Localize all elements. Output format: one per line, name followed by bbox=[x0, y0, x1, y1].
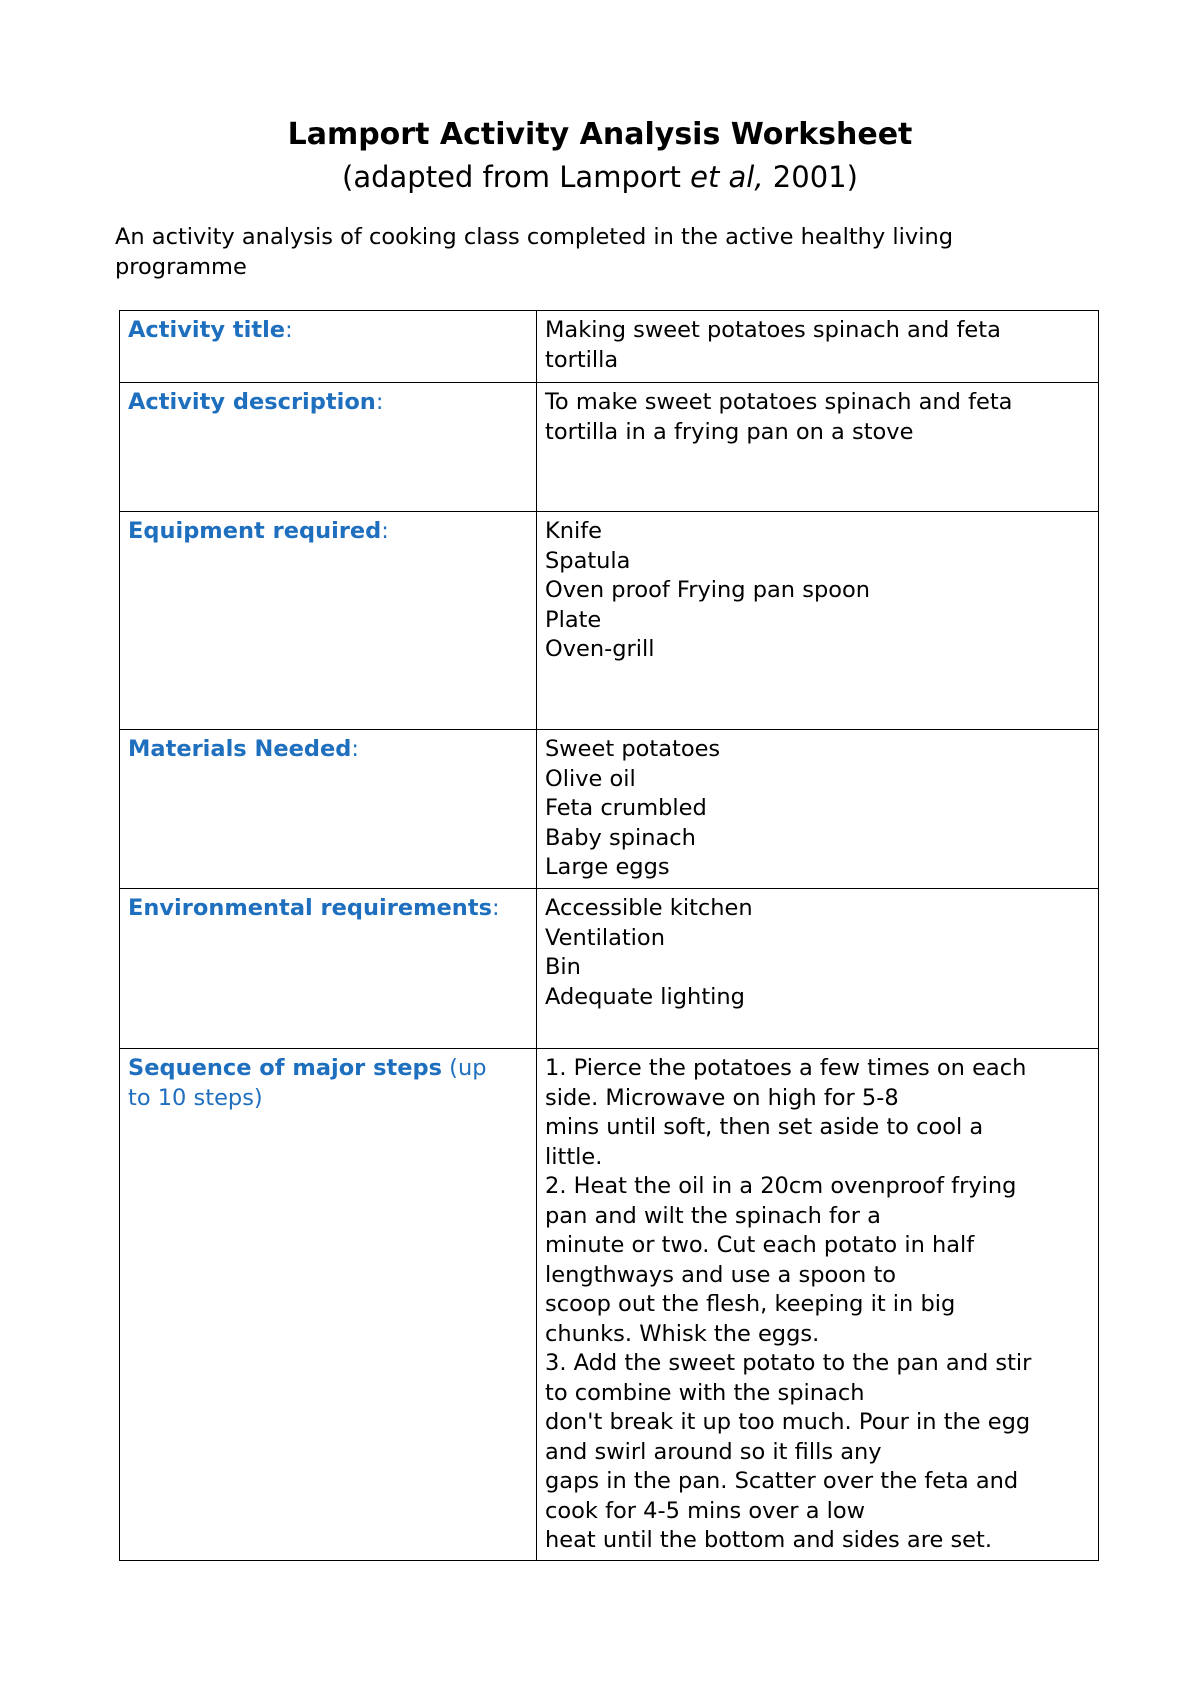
value-line: minute or two. Cut each potato in half bbox=[545, 1232, 975, 1258]
value-line: Spatula bbox=[545, 547, 631, 574]
value-line: scoop out the flesh, keeping it in big bbox=[545, 1291, 956, 1317]
value-cell bbox=[537, 730, 1099, 889]
value-cell bbox=[537, 889, 1099, 1049]
row-label: Environmental requirements bbox=[128, 895, 492, 921]
row-label: Activity title bbox=[128, 317, 286, 343]
subtitle-year: 2001) bbox=[763, 160, 858, 194]
intro-line: programme bbox=[115, 254, 247, 280]
value-line: cook for 4-5 mins over a low bbox=[545, 1497, 866, 1524]
label-cell bbox=[120, 383, 537, 512]
value-line: Sweet potatoes bbox=[545, 736, 721, 762]
subtitle-text: (adapted from Lamport bbox=[342, 160, 691, 194]
value-line: Oven proof Frying pan spoon bbox=[545, 577, 871, 603]
row-label-note: to 10 steps) bbox=[128, 1084, 263, 1111]
value-line: Bin bbox=[545, 954, 581, 980]
row-label: Activity description bbox=[128, 389, 376, 415]
value-line: mins until soft, then set aside to cool a bbox=[545, 1114, 984, 1140]
value-line: pan and wilt the spinach for a bbox=[545, 1202, 881, 1229]
value-cell bbox=[537, 512, 1099, 730]
row-label: Equipment required bbox=[128, 518, 382, 544]
value-line: little. bbox=[545, 1143, 603, 1170]
row-label-colon: : bbox=[351, 736, 359, 762]
row-label-note: (up bbox=[442, 1055, 487, 1081]
value-line: Olive oil bbox=[545, 765, 636, 792]
value-cell bbox=[537, 383, 1099, 512]
value-line: Adequate lighting bbox=[545, 983, 745, 1010]
value-line: and swirl around so it fills any bbox=[545, 1438, 882, 1465]
value-line: Oven-grill bbox=[545, 636, 655, 662]
label-cell bbox=[120, 889, 537, 1049]
intro-line: An activity analysis of cooking class completed in the active healthy living bbox=[115, 224, 953, 250]
row-label-colon: : bbox=[375, 389, 384, 415]
value-line: don't break it up too much. Pour in the egg bbox=[545, 1409, 1031, 1435]
label-cell bbox=[120, 1049, 537, 1561]
label-cell bbox=[120, 730, 537, 889]
value-cell bbox=[537, 311, 1099, 383]
value-line: chunks. Whisk the eggs. bbox=[545, 1320, 820, 1347]
value-line: Accessible kitchen bbox=[545, 895, 753, 921]
value-line: tortilla in a frying pan on a stove bbox=[545, 418, 914, 445]
value-line: Large eggs bbox=[545, 854, 670, 880]
value-line: 2. Heat the oil in a 20cm ovenproof frying bbox=[545, 1173, 1017, 1199]
value-line: To make sweet potatoes spinach and feta bbox=[545, 389, 1013, 415]
value-line: to combine with the spinach bbox=[545, 1379, 865, 1406]
row-equipment-required bbox=[120, 512, 1099, 730]
value-line: heat until the bottom and sides are set. bbox=[545, 1527, 993, 1553]
row-label-colon: : bbox=[285, 317, 293, 343]
label-cell bbox=[120, 311, 537, 383]
row-environmental-requirements bbox=[120, 889, 1099, 1049]
row-activity-description bbox=[120, 383, 1099, 512]
row-sequence-of-steps bbox=[120, 1049, 1099, 1561]
value-line: Baby spinach bbox=[545, 824, 696, 851]
value-line: 3. Add the sweet potato to the pan and stir bbox=[545, 1350, 1032, 1376]
document-subtitle bbox=[0, 158, 1200, 196]
subtitle-italic: et al, bbox=[690, 160, 764, 194]
row-label: Sequence of major steps bbox=[128, 1055, 443, 1081]
value-line: tortilla bbox=[545, 346, 619, 373]
value-line: lengthways and use a spoon to bbox=[545, 1261, 897, 1288]
worksheet-table bbox=[119, 310, 1099, 1561]
value-line: gaps in the pan. Scatter over the feta and bbox=[545, 1468, 1019, 1494]
row-materials-needed bbox=[120, 730, 1099, 889]
intro-paragraph bbox=[115, 222, 1055, 282]
value-cell bbox=[537, 1049, 1099, 1561]
value-line: Plate bbox=[545, 606, 602, 633]
row-activity-title bbox=[120, 311, 1099, 383]
value-line: Feta crumbled bbox=[545, 795, 707, 821]
row-label: Materials Needed bbox=[128, 736, 352, 762]
row-label-colon: : bbox=[491, 895, 500, 921]
label-cell bbox=[120, 512, 537, 730]
value-line: side. Microwave on high for 5-8 bbox=[545, 1084, 899, 1111]
label-line bbox=[128, 1054, 531, 1084]
row-label-colon: : bbox=[381, 518, 389, 544]
value-line: 1. Pierce the potatoes a few times on each bbox=[545, 1055, 1027, 1081]
document-title: Lamport Activity Analysis Worksheet bbox=[287, 117, 913, 152]
value-line: Knife bbox=[545, 518, 603, 544]
value-line: Making sweet potatoes spinach and feta bbox=[545, 317, 1001, 343]
value-line: Ventilation bbox=[545, 924, 665, 951]
